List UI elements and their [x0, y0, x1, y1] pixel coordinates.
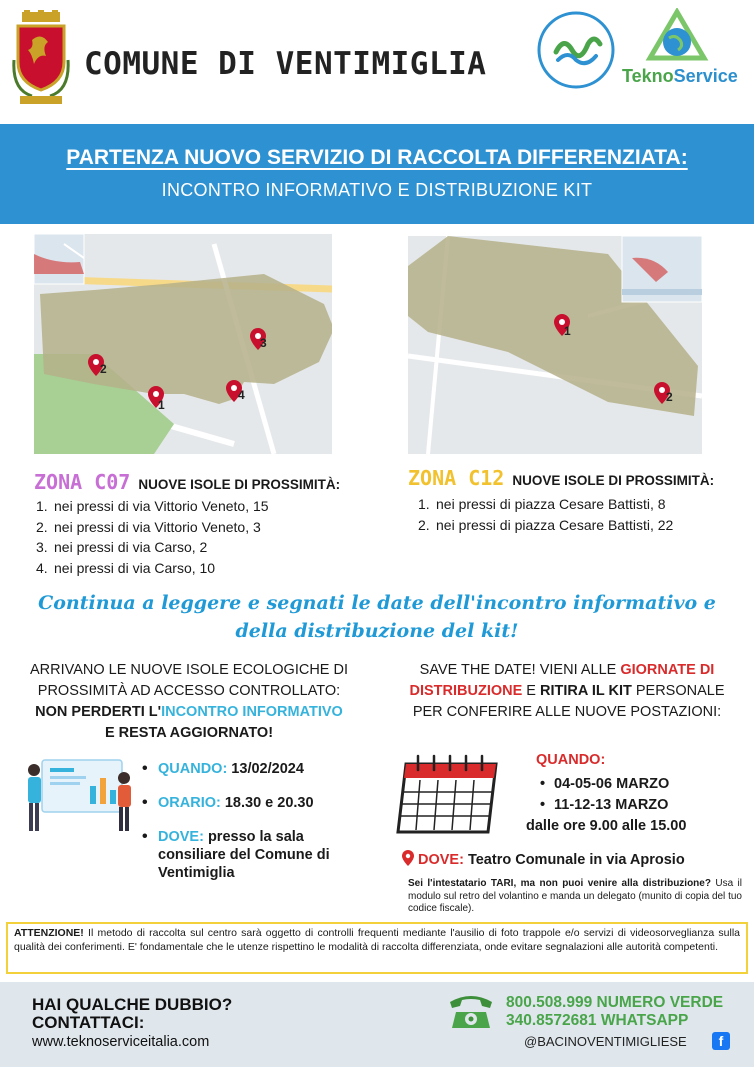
list-item	[140, 760, 360, 778]
list-item	[140, 794, 360, 812]
distribution-dates-list	[540, 774, 669, 816]
list-item-text: nei pressi di via Carso, 10	[54, 559, 216, 576]
contact-footer	[0, 982, 754, 1067]
attention-box	[6, 922, 748, 974]
zone-c12-map-drawing	[408, 236, 702, 454]
dove-key: DOVE:	[158, 829, 204, 845]
zone-c07-map-drawing	[34, 234, 332, 454]
banner-subtitle: INCONTRO INFORMATIVO E DISTRIBUZIONE KIT	[161, 180, 593, 200]
meeting-intro-line4: E RESTA AGGIORNATO!	[104, 725, 274, 741]
page-header	[0, 0, 754, 118]
list-item	[36, 517, 269, 538]
tari-delegate-note	[408, 878, 742, 916]
list-item-text: nei pressi di via Carso, 2	[54, 539, 208, 555]
script-line-2: della distribuzione del kit!	[235, 620, 519, 642]
zone-c07-tag: ZONA C07	[34, 470, 131, 494]
footer-question-line2: CONTATTACI:	[32, 1013, 145, 1032]
meeting-intro-line2: PROSSIMITÀ AD ACCESSO CONTROLLATO:	[37, 683, 341, 699]
zone-c07-heading-text: NUOVE ISOLE DI PROSSIMITÀ:	[138, 477, 341, 492]
map-pin-label: 2	[666, 390, 673, 404]
map-pin-label: 1	[158, 398, 165, 412]
zone-c12-list	[418, 494, 673, 535]
zone-c07-list	[36, 496, 269, 578]
list-item-number: 2.	[418, 516, 430, 533]
tari-note-bold: Sei l'intestatario TARI, ma non puoi venire alla distribuzione?	[408, 878, 711, 889]
footer-social-handle[interactable]: @BACINOVENTIMIGLIESE	[524, 1034, 687, 1049]
list-item-number: 1.	[36, 498, 48, 514]
meeting-intro-highlight: INCONTRO INFORMATIVO	[161, 704, 343, 720]
distribution-intro-a: SAVE THE DATE! VIENI ALLE	[419, 662, 621, 678]
facebook-icon[interactable]: f	[712, 1032, 730, 1050]
attention-text: Il metodo di raccolta sul centro sarà oggetto di controlli frequenti mediante l'ausilio di foto trappole e/o servizi di videosorveglianza sulla qualità dei conferimenti. E' fondamentale che le utenze rispettino le modalità di raccolta differenziata, onde evitare segnalazioni alle autorità competenti.	[14, 927, 740, 953]
phone-whatsapp-number[interactable]: 340.8572681 WHATSAPP	[506, 1012, 689, 1029]
distribution-intro-c: PERSONALE PER CONFERIRE ALLE NUOVE POSTAZIONI:	[412, 683, 725, 720]
distribution-quando-label: QUANDO:	[536, 752, 606, 768]
wordmark-tekno: Tekno	[622, 66, 674, 86]
distribution-intro-b: E	[522, 683, 540, 699]
list-item-number: 2.	[36, 518, 48, 535]
tari-note-rest: Usa il modulo sul retro del volantino e manda un delegato (munito di copia del tuo codice fiscale).	[408, 878, 742, 914]
distribution-hours: dalle ore 9.00 alle 15.00	[526, 818, 687, 834]
list-item-text: nei pressi di via Vittorio Veneto, 15	[54, 498, 269, 514]
meeting-intro-bold-a: NON PERDERTI L'	[35, 704, 162, 720]
meeting-details-list	[140, 760, 360, 898]
meeting-intro	[14, 660, 364, 744]
banner-title: PARTENZA NUOVO SERVIZIO DI RACCOLTA DIFFERENZIATA:	[66, 146, 688, 169]
orario-value: 18.30 e 20.30	[220, 795, 314, 811]
calendar-icon	[396, 752, 504, 838]
footer-question	[32, 996, 232, 1032]
distribution-dove-value: Teatro Comunale in via Aprosio	[463, 852, 685, 868]
list-item	[418, 494, 673, 515]
map-pin-label: 1	[564, 324, 571, 338]
zone-c12-heading-text: NUOVE ISOLE DI PROSSIMITÀ:	[512, 473, 715, 488]
list-item: • 11-12-13 MARZO	[540, 795, 669, 816]
title-banner	[0, 124, 754, 224]
footer-phone-numbers	[506, 994, 723, 1030]
distribution-intro-bold: RITIRA IL KIT	[540, 683, 632, 699]
footer-website-link[interactable]: www.teknoserviceitalia.com	[32, 1034, 210, 1050]
quando-value: 13/02/2024	[227, 761, 304, 777]
map-pin-label: 2	[100, 362, 107, 376]
location-pin-icon	[402, 850, 414, 866]
map-pin-label: 4	[238, 388, 245, 402]
distribution-dove-key: DOVE:	[418, 852, 464, 868]
distribution-location	[402, 850, 685, 868]
distribution-intro-highlight: GIORNATE DI DISTRIBUZIONE	[409, 662, 715, 699]
list-item	[140, 828, 360, 882]
orario-key: ORARIO:	[158, 795, 221, 811]
dove-value: presso la sala consiliare del Comune di Ventimiglia	[158, 829, 330, 881]
zone-c12-map	[408, 236, 702, 454]
script-line-1: Continua a leggere e segnati le date dell'incontro informativo e	[38, 592, 716, 614]
attention-label: ATTENZIONE!	[14, 927, 84, 939]
list-item-number: 4.	[36, 559, 48, 576]
list-item	[36, 558, 269, 579]
comune-title: COMUNE DI VENTIMIGLIA	[84, 46, 487, 82]
zone-c12-tag: ZONA C12	[408, 466, 505, 490]
map-pin-label: 3	[260, 336, 267, 350]
footer-question-line1: HAI QUALCHE DUBBIO?	[32, 995, 233, 1014]
zone-c12-heading	[408, 466, 714, 490]
list-item	[418, 515, 673, 536]
city-crest-icon	[12, 10, 70, 106]
list-item-number: 1.	[418, 496, 430, 512]
teknoservice-wordmark	[622, 66, 738, 87]
list-item: • 04-05-06 MARZO	[540, 774, 669, 795]
bacino-ventimigliese-logo	[536, 10, 616, 90]
quando-key: QUANDO:	[158, 761, 228, 777]
list-item	[36, 537, 269, 558]
zone-c07-heading	[34, 470, 340, 494]
wordmark-service: Service	[673, 66, 738, 86]
meeting-intro-line3	[14, 702, 364, 723]
meeting-intro-line1: ARRIVANO LE NUOVE ISOLE ECOLOGICHE DI	[29, 662, 348, 678]
distribution-intro	[394, 660, 740, 723]
list-item-text: nei pressi di piazza Cesare Battisti, 8	[436, 496, 666, 512]
telephone-icon	[446, 990, 496, 1030]
zone-c07-map	[34, 234, 332, 454]
list-item-number: 3.	[36, 539, 48, 555]
list-item-text: nei pressi di via Vittorio Veneto, 3	[54, 518, 261, 535]
list-item-text: nei pressi di piazza Cesare Battisti, 22	[436, 516, 674, 533]
phone-green-number[interactable]: 800.508.999 NUMERO VERDE	[506, 994, 724, 1011]
list-item	[36, 496, 269, 517]
meeting-people-illustration	[20, 756, 146, 836]
